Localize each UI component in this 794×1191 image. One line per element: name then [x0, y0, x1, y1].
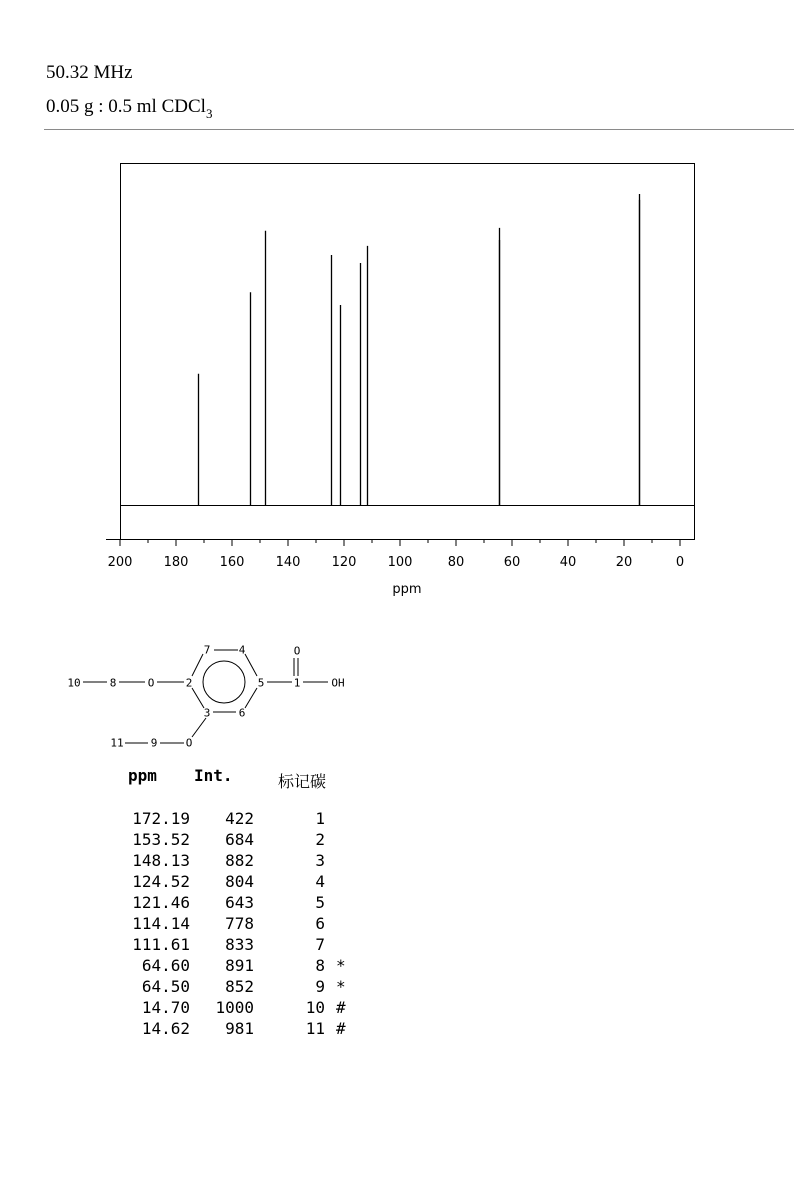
x-tick-label: 120 — [331, 555, 357, 570]
bond-4-5 — [245, 654, 257, 676]
table-header-label: 标记碳 — [278, 772, 327, 791]
row-ppm: 14.70 — [141, 998, 190, 1017]
row-label: 10 — [305, 998, 325, 1017]
x-tick-label: 100 — [387, 555, 413, 570]
x-tick-label: 20 — [615, 555, 633, 570]
bond-3-2 — [192, 688, 204, 708]
table-row — [0, 809, 400, 830]
spectrometer-frequency: 50.32 MHz — [46, 62, 133, 83]
sample-subscript: 3 — [205, 106, 213, 121]
row-label: 9 — [315, 977, 325, 996]
atom-label-8: 8 — [109, 676, 117, 690]
atom-label-o-ether-1: O — [147, 676, 155, 690]
row-label: 1 — [315, 809, 325, 828]
row-label: 11 — [305, 1019, 325, 1038]
x-tick-label: 200 — [107, 555, 133, 570]
bond-2-7 — [192, 654, 203, 676]
row-flag: * — [336, 956, 346, 975]
bond-3-o — [192, 718, 206, 737]
x-tick-label: 0 — [675, 555, 685, 570]
row-flag: * — [336, 977, 346, 996]
sample-text: 0.05 g : 0.5 ml CDCl — [46, 96, 206, 117]
table-row — [0, 977, 400, 998]
row-intensity: 422 — [225, 809, 254, 828]
row-label: 8 — [315, 956, 325, 975]
atom-label-1: 1 — [293, 676, 301, 690]
row-ppm: 64.50 — [141, 977, 190, 996]
atom-label-2: 2 — [185, 676, 193, 690]
atom-label-o-carbonyl: O — [293, 644, 301, 658]
table-row — [0, 956, 400, 977]
row-ppm: 148.13 — [132, 851, 190, 870]
table-row — [0, 851, 400, 872]
aromatic-ring-circle — [203, 661, 245, 703]
table-row — [0, 998, 400, 1019]
atom-label-o-ether-2: O — [185, 736, 193, 750]
table-header-intensity: Int. — [194, 766, 233, 785]
row-intensity: 981 — [225, 1019, 254, 1038]
x-tick-label: 80 — [447, 555, 465, 570]
table-row — [0, 893, 400, 914]
row-flag: # — [336, 998, 346, 1017]
x-tick-label: 60 — [503, 555, 521, 570]
bond-5-6 — [245, 688, 257, 708]
table-row — [0, 830, 400, 851]
row-intensity: 1000 — [215, 998, 254, 1017]
atom-label-10: 10 — [67, 676, 81, 690]
row-intensity: 778 — [225, 914, 254, 933]
atom-label-7: 7 — [203, 643, 211, 657]
atom-label-3: 3 — [203, 706, 211, 720]
row-intensity: 684 — [225, 830, 254, 849]
row-label: 7 — [315, 935, 325, 954]
row-intensity: 643 — [225, 893, 254, 912]
table-header-ppm: ppm — [128, 766, 157, 785]
atom-label-oh: OH — [331, 676, 345, 690]
row-ppm: 172.19 — [132, 809, 190, 828]
row-label: 5 — [315, 893, 325, 912]
x-tick-label: 180 — [163, 555, 189, 570]
row-intensity: 804 — [225, 872, 254, 891]
row-flag: # — [336, 1019, 346, 1038]
x-tick-label: 160 — [219, 555, 245, 570]
table-row — [0, 914, 400, 935]
table-row — [0, 872, 400, 893]
table-row — [0, 935, 400, 956]
row-label: 6 — [315, 914, 325, 933]
x-tick-label: 40 — [559, 555, 577, 570]
atom-label-6: 6 — [238, 706, 246, 720]
x-tick-label: 140 — [275, 555, 301, 570]
row-ppm: 124.52 — [132, 872, 190, 891]
row-intensity: 882 — [225, 851, 254, 870]
row-ppm: 111.61 — [132, 935, 190, 954]
row-label: 3 — [315, 851, 325, 870]
table-row — [0, 1019, 400, 1040]
atom-label-11: 11 — [110, 736, 124, 750]
row-ppm: 121.46 — [132, 893, 190, 912]
row-label: 4 — [315, 872, 325, 891]
row-label: 2 — [315, 830, 325, 849]
atom-label-9: 9 — [150, 736, 158, 750]
atom-label-5: 5 — [257, 676, 265, 690]
row-intensity: 833 — [225, 935, 254, 954]
atom-label-4: 4 — [238, 643, 246, 657]
row-ppm: 14.62 — [141, 1019, 190, 1038]
row-intensity: 891 — [225, 956, 254, 975]
row-intensity: 852 — [225, 977, 254, 996]
row-ppm: 64.60 — [141, 956, 190, 975]
row-ppm: 153.52 — [132, 830, 190, 849]
row-ppm: 114.14 — [132, 914, 190, 933]
x-axis-label: ppm — [392, 582, 422, 597]
